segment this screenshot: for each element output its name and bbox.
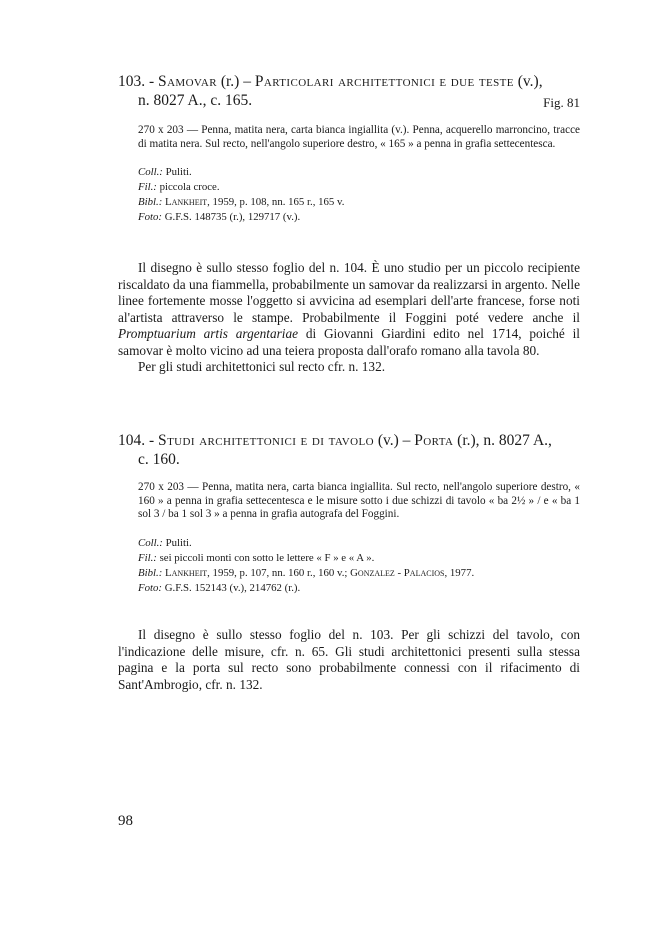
entry-104-metadata (138, 536, 580, 596)
entry-103-title-verso: (v.), (517, 73, 543, 90)
entry-103-metadata (138, 165, 580, 225)
entry-103-bibl: Bibl.: Lankheit, 1959, p. 108, nn. 165 r., 165 v. (138, 196, 345, 208)
entry-104-description: 270 x 203 — Penna, matita nera, carta bianca ingiallita. Sul recto, nell'angolo superiore destro, « 160 » a penna in grafia settecentesca e le misure sotto i due schizzi di tavolo « ba 2½ » / e « ba 1 sol 3 / ba 1 sol 3 » a penna in grafia autografa del Foggini. (138, 481, 580, 520)
entry-104 (118, 431, 580, 596)
entry-103-paragraph-1: Il disegno è sullo stesso foglio del n. 104. È uno studio per un piccolo recipiente riscaldato da una fiammella, probabilmente un samovar da realizzarsi in argento. Nelle linee fortemente mosse l'oggetto si avvicina ad esemplari dell'arte francese, forse noti al'artista attraverso le stampe. Probabilmente il Foggini poté vedere anche il Promptuarium artis argentariae di Giovanni Giardini edito nel 1714, poiché il samovar è molto vicino ad una teiera proposta dall'orafo romano alla tavola 80. (118, 260, 580, 358)
entry-104-heading (118, 431, 580, 469)
entry-104-inventory: c. 160. (138, 451, 180, 468)
entry-103-description: 270 x 203 — Penna, matita nera, carta bianca ingiallita (v.). Penna, acquerello marroncino, tracce di matita nera. Sul recto, nell'angolo superiore destro, « 165 » a penna in grafia settecentesca. (138, 124, 580, 150)
entry-104-bibl: Bibl.: Lankheit, 1959, p. 107, nn. 160 r., 160 v.; Gonzalez - Palacios, 1977. (138, 566, 475, 579)
entry-104-title-recto: (r.), n. 8027 A., (457, 432, 552, 449)
entry-104-number: 104. - (118, 432, 155, 449)
entry-103-fig-ref: Fig. 81 (543, 95, 580, 110)
entry-103-title-recto: (r.) – (220, 73, 251, 90)
entry-103-paragraph-2: Per gli studi architettonici sul recto cfr. n. 132. (138, 359, 386, 374)
entry-103-number: 103. - (118, 73, 155, 90)
page-number: 98 (118, 813, 133, 829)
entry-103-fil: Fil.: piccola croce. (138, 181, 220, 193)
entry-103 (118, 72, 580, 225)
entry-104-paragraph-1: Il disegno è sullo stesso foglio del n. 103. Per gli schizzi del tavolo, con l'indicazione delle misure, cfr. n. 65. Gli studi architettonici presenti sulla stessa pagina e la porta sul recto sono probabilmente connessi con il rifacimento di Sant'Ambrogio, cfr. n. 132. (118, 627, 580, 692)
entry-104-fil: Fil.: sei piccoli monti con sotto le lettere « F » e « A ». (138, 551, 375, 564)
entry-103-title-samovar: Samovar (158, 73, 217, 90)
entry-103-coll: Coll.: Puliti. (138, 166, 192, 178)
entry-103-title-particolari: Particolari architettonici e due teste (254, 73, 514, 90)
entry-104-foto: Foto: G.F.S. 152143 (v.), 214762 (r.). (138, 581, 301, 594)
entry-103-heading (118, 72, 580, 112)
entry-104-title-porta: Porta (414, 432, 454, 449)
entry-104-title-verso: (v.) – (377, 432, 411, 449)
entry-104-coll: Coll.: Puliti. (138, 536, 192, 549)
entry-104-title-studi: Studi architettonici e di tavolo (158, 432, 374, 449)
entry-103-commentary (118, 260, 580, 376)
entry-103-inventory: n. 8027 A., c. 165. (138, 92, 253, 109)
entry-103-foto: Foto: G.F.S. 148735 (r.), 129717 (v.). (138, 211, 301, 223)
entry-104-commentary (118, 627, 580, 693)
